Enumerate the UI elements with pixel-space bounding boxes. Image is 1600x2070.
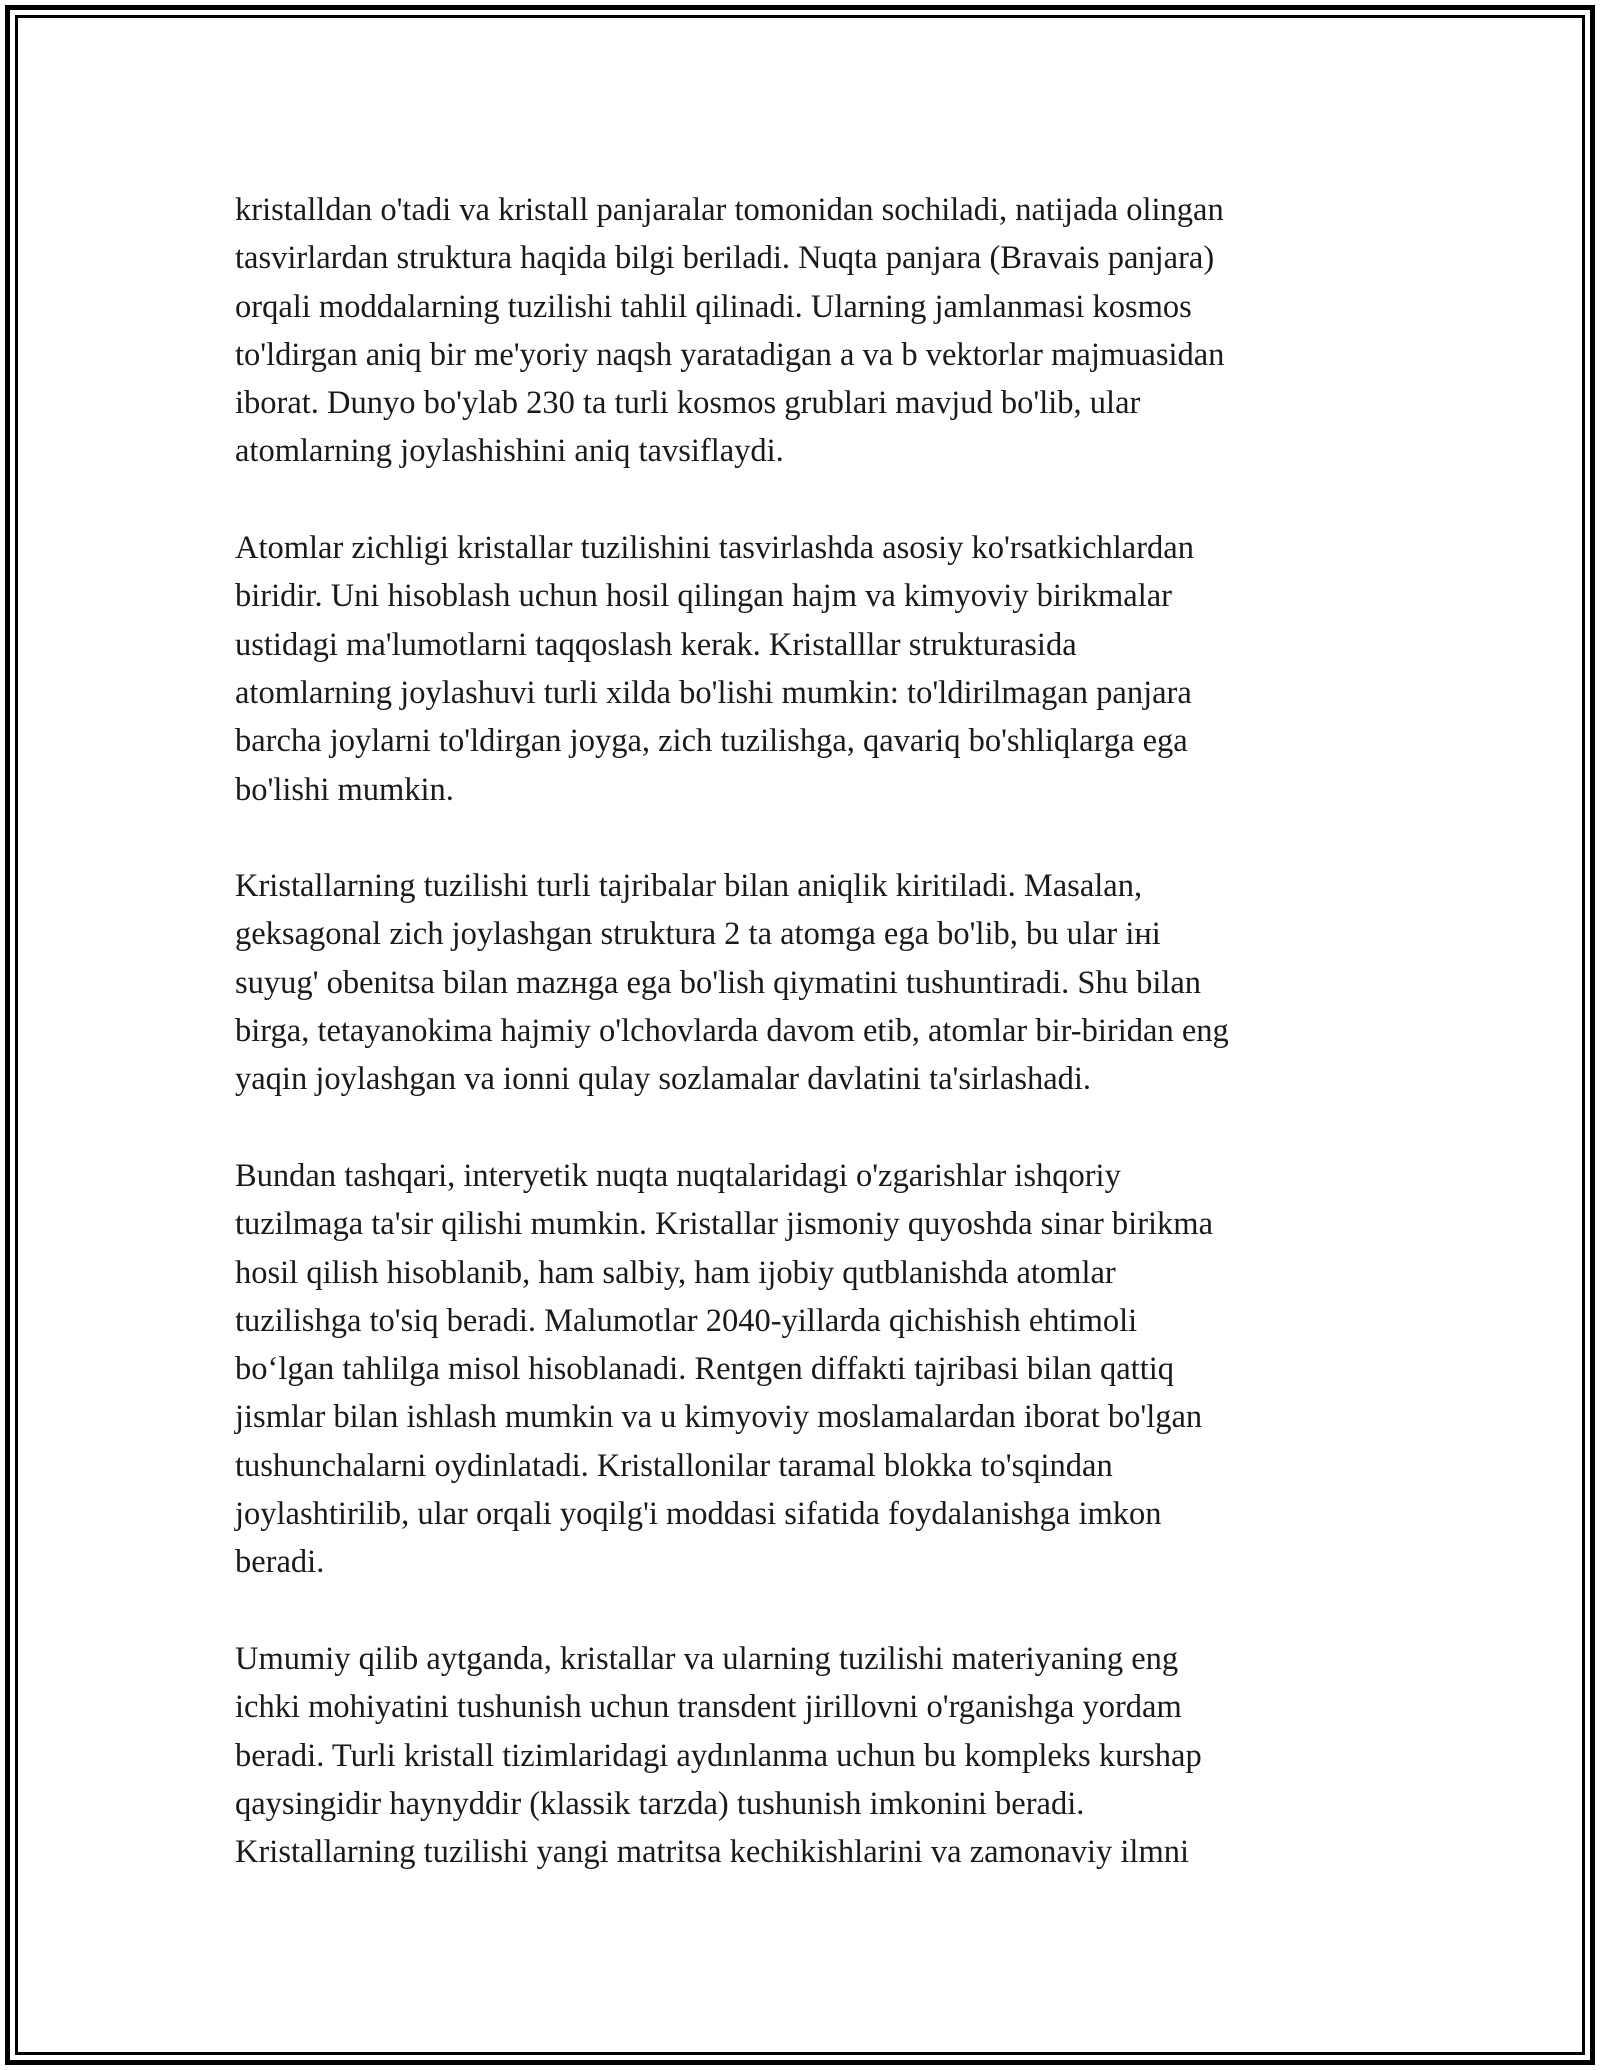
text-line: tasvirlardan struktura haqida bilgi beriladi. Nuqta panjara (Bravais panjara) [235,240,1215,277]
text-line: yaqin joylashgan va ionni qulay sozlamalar davlatini ta'sirlashadi. [235,1061,1092,1098]
paragraph-5 [235,1635,1375,1876]
text-line: to'ldirgan aniq bir me'yoriy naqsh yaratadigan a va b vektorlar majmuasidan [235,336,1225,373]
text-line: geksagonal zich joylashgan struktura 2 ta atomga ega bo'lib, bu ular iнi [235,916,1161,953]
paragraph-3 [235,862,1375,1103]
text-line: suyug' obenitsa bilan mazнga ega bo'lish qiymatini tushuntiradi. Shu bilan [235,964,1202,1001]
text-line: joylashtirilib, ular orqali yoqilg'i moddasi sifatida foydalanishga imkon [235,1496,1162,1533]
text-line: Atomlar zichligi kristallar tuzilishini tasvirlashda asosiy ko'rsatkichlardan [235,530,1194,567]
text-line: tuzilmaga ta'sir qilishi mumkin. Kristallar jismoniy quyoshda sinar birikma [235,1206,1214,1243]
text-line: qaysingidir haynyddir (klassik tarzda) tushunish imkonini beradi. [235,1785,1085,1822]
text-line: ichki mohiyatini tushunish uchun transdent jirillovni o'rganishga yordam [235,1689,1182,1726]
paragraph-2 [235,524,1375,814]
text-line: bo'lishi mumkin. [235,771,454,808]
text-line: bo‘lgan tahlilga misol hisoblanadi. Rentgen diffakti tajribasi bilan qattiq [235,1351,1175,1388]
text-line: jismlar bilan ishlash mumkin va u kimyoviy moslamalardan iborat bo'lgan [235,1399,1203,1436]
paragraph-4 [235,1152,1375,1587]
text-line: Kristallarning tuzilishi yangi matritsa kechikishlarini va zamonaviy ilmni [235,1834,1190,1871]
text-line: atomlarning joylashishini aniq tavsiflaydi. [235,433,784,470]
text-line: orqali moddalarning tuzilishi tahlil qilinadi. Ularning jamlanmasi kosmos [235,288,1192,325]
text-line: Kristallarning tuzilishi turli tajribalar bilan aniqlik kiritiladi. Masalan, [235,868,1143,905]
text-line: ustidagi ma'lumotlarni taqqoslash kerak. Kristalllar strukturasida [235,626,1077,663]
text-line: birga, tetayanokima hajmiy o'lchovlarda davom etib, atomlar bir-biridan eng [235,1013,1229,1050]
text-line: beradi. Turli kristall tizimlaridagi aydınlanma uchun bu kompleks kurshap [235,1737,1202,1774]
text-line: biridir. Uni hisoblash uchun hosil qilingan hajm va kimyoviy birikmalar [235,578,1172,615]
text-line: iborat. Dunyo bo'ylab 230 ta turli kosmos grublari mavjud bo'lib, ular [235,385,1141,422]
text-line: barcha joylarni to'ldirgan joyga, zich tuzilishga, qavariq bo'shliqlarga ega [235,723,1188,760]
paragraph-1 [235,186,1375,476]
text-line: Bundan tashqari, interyetik nuqta nuqtalaridagi o'zgarishlar ishqoriy [235,1157,1121,1194]
text-line: Umumiy qilib aytganda, kristallar va ularning tuzilishi materiyaning eng [235,1640,1179,1677]
text-line: hosil qilish hisoblanib, ham salbiy, ham ijobiy qutblanishda atomlar [235,1254,1116,1291]
text-line: tushunchalarni oydinlatadi. Kristallonilar taramal blokka to'sqindan [235,1447,1113,1484]
text-line: tuzilishga to'siq beradi. Malumotlar 2040-yillarda qichishish ehtimoli [235,1302,1138,1339]
text-line: kristalldan o'tadi va kristall panjaralar tomonidan sochiladi, natijada olingan [235,192,1224,228]
document-body [235,186,1375,1925]
text-line: atomlarning joylashuvi turli xilda bo'lishi mumkin: to'ldirilmagan panjara [235,674,1192,711]
text-line: beradi. [235,1544,325,1581]
